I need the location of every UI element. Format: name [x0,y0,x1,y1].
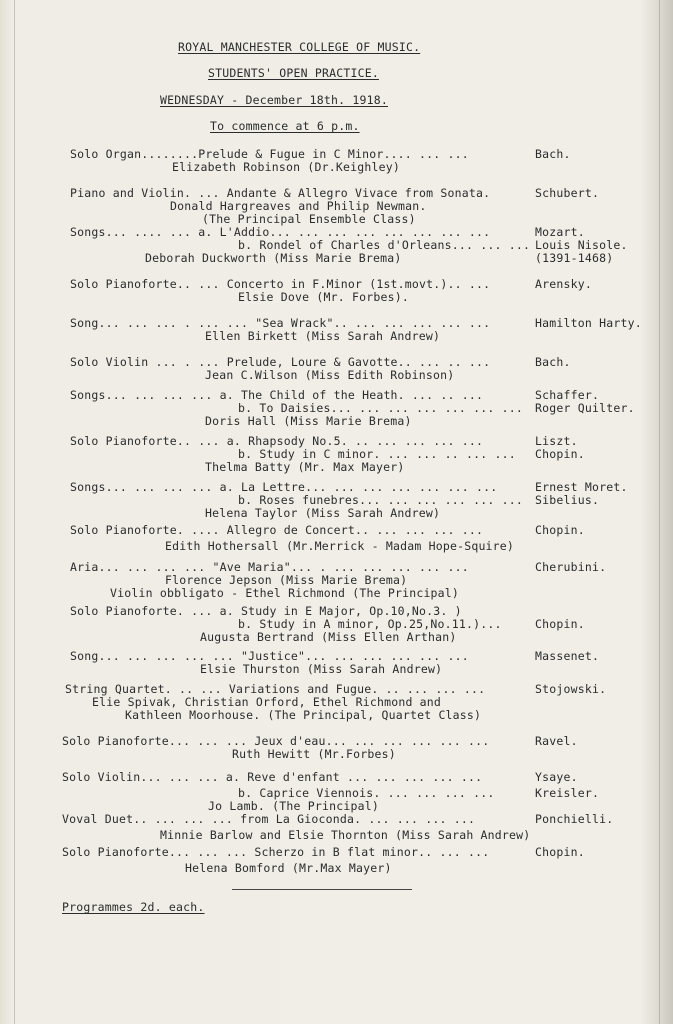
item-performer-line: Augusta Bertrand (Miss Ellen Arthan) [200,630,457,644]
item-title-line: Piano and Violin. ... Andante & Allegro Vivace from Sonata. [70,186,491,200]
item-performer-line: Jo Lamb. (The Principal) [208,799,379,813]
item-title-line: Song... ... ... ... ... "Justice"... ... ... ... ... ... [70,649,469,663]
item-performer-line: Elie Spivak, Christian Orford, Ethel Richmond and [92,695,442,709]
composer-name: Ernest Moret. [535,480,628,494]
composer-name: Ysaye. [535,770,578,784]
composer-name: Mozart. [535,225,585,239]
item-performer-line: Kathleen Moorhouse. (The Principal, Quartet Class) [125,708,482,722]
item-title-line: Voval Duet.. ... ... ... from La Gioconda. ... ... ... ... [62,812,476,826]
composer-name: Massenet. [535,649,600,663]
item-performer-line: Thelma Batty (Mr. Max Mayer) [205,460,405,474]
programme-subtitle: STUDENTS' OPEN PRACTICE. [208,66,379,80]
item-performer-line: Ellen Birkett (Miss Sarah Andrew) [205,329,441,343]
composer-name: Hamilton Harty. [535,316,642,330]
item-performer-line: Minnie Barlow and Elsie Thornton (Miss Sarah Andrew) [160,828,531,842]
composer-name: Chopin. [535,447,585,461]
item-title-line: Solo Organ........Prelude & Fugue in C Minor.... ... ... [70,147,469,161]
item-title-line: Solo Pianoforte... ... ... Scherzo in B flat minor.. ... ... [62,845,490,859]
closing-rule [232,889,412,890]
composer-name: Ravel. [535,734,578,748]
item-performer-line: Deborah Duckworth (Miss Marie Brema) [145,251,402,265]
composer-name: Arensky. [535,277,592,291]
item-title-line: Aria... ... ... ... "Ave Maria"... . ... ... ... ... ... [70,560,469,574]
item-title-line: Songs... .... ... a. L'Addio... ... ... ... ... ... ... ... [70,225,491,239]
item-performer-line: b. Study in C minor. ... ... .. ... ... [238,447,516,461]
item-title-line: Solo Pianoforte... ... ... Jeux d'eau... ... ... ... ... ... [62,734,490,748]
item-title-line: Songs... ... ... ... a. The Child of the Heath. ... .. ... [70,388,484,402]
item-title-line: String Quartet. .. ... Variations and Fugue. .. ... ... ... [65,682,486,696]
item-performer-line: Jean C.Wilson (Miss Edith Robinson) [205,368,455,382]
page-edge [14,0,15,1024]
item-performer-line: Elizabeth Robinson (Dr.Keighley) [172,160,400,174]
programme-start-time: To commence at 6 p.m. [210,119,360,133]
composer-name: Chopin. [535,523,585,537]
item-performer-line: Doris Hall (Miss Marie Brema) [205,414,412,428]
composer-name: Cherubini. [535,560,607,574]
composer-name: Kreisler. [535,786,600,800]
item-performer-line: Helena Taylor (Miss Sarah Andrew) [205,506,441,520]
composer-name: Schubert. [535,186,600,200]
composer-name: (1391-1468) [535,251,614,265]
item-performer-line: b. Rondel of Charles d'Orleans... ... ... [238,238,531,252]
item-performer-line: Florence Jepson (Miss Marie Brema) [165,573,408,587]
page-edge [659,0,660,1024]
composer-name: Louis Nisole. [535,238,628,252]
item-performer-line: Donald Hargreaves and Philip Newman. [170,199,427,213]
item-title-line: Solo Violin ... . ... Prelude, Loure & Gavotte.. ... .. ... [70,355,491,369]
composer-name: Roger Quilter. [535,401,635,415]
item-performer-line: Edith Hothersall (Mr.Merrick - Madam Hope-Squire) [165,539,515,553]
item-title-line: Solo Pianoforte.. ... a. Rhapsody No.5. .. ... ... ... ... [70,434,484,448]
composer-name: Sibelius. [535,493,600,507]
composer-name: Bach. [535,147,571,161]
composer-name: Ponchielli. [535,812,614,826]
item-performer-line: b. To Daisies... ... ... ... ... ... ... [238,401,523,415]
item-performer-line: Violin obbligato - Ethel Richmond (The Principal) [110,586,460,600]
item-performer-line: b. Study in A minor, Op.25,No.11.)... [238,617,502,631]
composer-name: Chopin. [535,845,585,859]
item-performer-line: Elsie Dove (Mr. Forbes). [238,290,409,304]
composer-name: Schaffer. [535,388,600,402]
item-title-line: Solo Pianoforte. ... a. Study in E Major, Op.10,No.3. ) [70,604,462,618]
programme-date: WEDNESDAY - December 18th. 1918. [160,93,388,107]
composer-name: Bach. [535,355,571,369]
item-title-line: Song... ... ... . ... ... "Sea Wrack".. ... ... ... ... ... [70,316,491,330]
item-title-line: Solo Violin... ... ... a. Reve d'enfant ... ... ... ... ... [62,770,483,784]
composer-name: Liszt. [535,434,578,448]
item-performer-line: Elsie Thurston (Miss Sarah Andrew) [200,662,443,676]
composer-name: Chopin. [535,617,585,631]
item-performer-line: Helena Bomford (Mr.Max Mayer) [185,861,392,875]
item-performer-line: Ruth Hewitt (Mr.Forbes) [232,747,396,761]
composer-name: Stojowski. [535,682,607,696]
item-title-line: Solo Pianoforte. .... Allegro de Concert.. ... ... ... ... [70,523,484,537]
item-title-line: Solo Pianoforte.. ... Concerto in F.Minor (1st.movt.).. ... [70,277,491,291]
item-title-line: Songs... ... ... ... a. La Lettre... ... ... ... ... ... ... [70,480,498,494]
item-performer-line: (The Principal Ensemble Class) [202,212,416,226]
programme-price: Programmes 2d. each. [62,900,205,914]
programme-title: ROYAL MANCHESTER COLLEGE OF MUSIC. [178,40,421,54]
item-performer-line: b. Caprice Viennois. ... ... ... ... [238,786,495,800]
item-performer-line: b. Roses funebres... ... ... ... ... ... [238,493,523,507]
